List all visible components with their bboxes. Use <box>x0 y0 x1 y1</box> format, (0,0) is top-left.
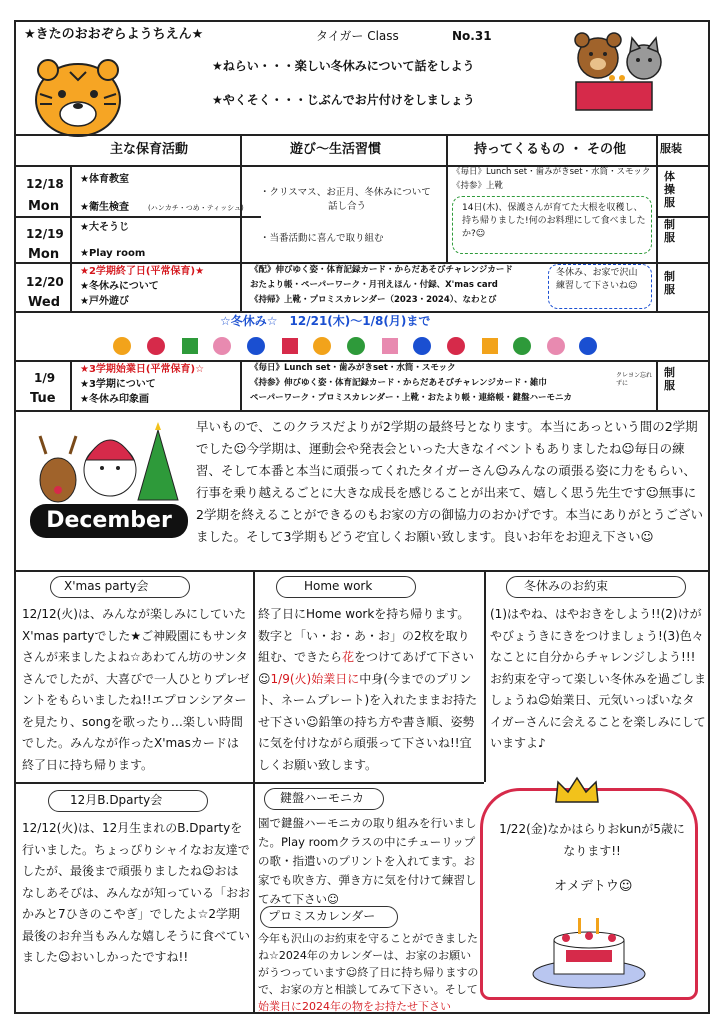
calendar-title: プロミスカレンダー <box>268 909 376 923</box>
row3-line: 《持帰》上靴・プロミスカレンダー（2023・2024）、なわとび <box>250 295 497 305</box>
clothes-value: 制服 <box>664 218 675 244</box>
crown-icon <box>552 776 602 806</box>
birthday-celebrate: オメデトウ☺ <box>554 879 633 894</box>
harvest-note: 14日(木)、保護さんが育てた大根を収穫し、持ち帰りました!何のお料理にして食べましたか?☺ <box>462 203 646 239</box>
row-day: Tue <box>30 391 56 406</box>
col-divider <box>656 360 658 410</box>
table-top-line <box>14 134 710 136</box>
row4-line: 《持参》伸びゆく姿・体育記録カード・からだあそびチャレンジカード・雑巾 <box>250 378 547 388</box>
flower-stamp: 花 <box>342 650 355 664</box>
header-activity: 主な保育活動 <box>110 142 189 157</box>
promise-text: (1)はやね、はやおきをしよう!!(2)けがやびょうきにきをつけましょう!(3)色々なことに自分からチャレンジしよう!!!お約束を守って楽しい冬休みを過ごしましょうね☺始業日、元気いっぱいなタイガーさんに会えることを楽しみにしていますよ♪ <box>490 607 707 750</box>
bring-line: 《毎日》Lunch set・歯みがきset・水筒・スモック <box>452 167 651 177</box>
row-divider <box>656 216 710 218</box>
promise-text: ★やくそく・・・じぶんでお片付けをしましょう <box>212 93 475 107</box>
decoration-row-icon <box>110 332 600 358</box>
birthday-text: 12/12(火)は、12月生まれのB.Dpartyを行いました。ちょっぴりシャイなお友達でしたが、最後まで頑張りましたね☺おはなしあそびは、みんなが知っている「おおかみと7ひきのこやぎ」でしたよ☆2学期最後のお弁当もみんな嬉しそうに食べていました☺おいしかったですね!! <box>22 821 251 964</box>
calendar-text-main: 今年も沢山のお約束を守ることができましたね☆2024年のカレンダーは、お家のお願いがうつっています☺終了日に持ち帰りますので、お家の方と相談してみて下さい。そして <box>258 932 479 996</box>
calendar-red-note: 始業日に2024年の物をお持たせ下さい <box>258 1000 451 1013</box>
col-divider <box>240 134 242 312</box>
play-line: ・クリスマス、お正月、冬休みについて <box>260 187 431 198</box>
row3-line: おたより帳・ペーパーワーク・月刊えほん・付録、X'mas card <box>250 280 498 290</box>
table-bottom-line <box>14 410 710 412</box>
bring-line: 《持参》上靴 <box>452 181 504 191</box>
crayon-note: クレヨン忘れずに <box>616 372 653 387</box>
clothes-value: 制服 <box>664 366 675 392</box>
play-line: ・当番活動に喜んで取り組む <box>260 233 384 244</box>
col-divider <box>446 134 448 262</box>
bear-and-cat-icon <box>564 28 674 114</box>
calendar-text <box>258 930 482 1015</box>
col-divider <box>656 134 658 312</box>
row-divider <box>14 311 710 313</box>
row-date: 12/19 <box>26 227 64 241</box>
xmas-title: X'mas party会 <box>64 579 149 593</box>
row-day: Mon <box>28 199 60 214</box>
row-date: 12/18 <box>26 177 64 191</box>
activity-item: ★冬休み印象画 <box>80 394 149 405</box>
activity-note: (ハンカチ・つめ・ティッシュ) <box>148 204 244 212</box>
clothes-value: 体操服 <box>664 170 675 209</box>
row-divider <box>14 216 261 218</box>
melodica-text: 園で鍵盤ハーモニカの取り組みを行いました。Play roomクラスの中にチューリップの歌・指遣いのプリントを入れてます。お家でも吹き方、弾き方に気を付けて練習してみて下さい☺ <box>258 816 477 906</box>
header-clothes: 服装 <box>660 142 682 155</box>
homework-text-1: 終了日にHome workを持ち帰ります。数字と「い・お・あ・お」の2枚を取り組む、できたら <box>258 607 470 664</box>
col-divider <box>70 360 72 410</box>
clothes-value: 制服 <box>664 270 675 296</box>
activity-item: ★3学期について <box>80 379 156 390</box>
birthday-cake-icon <box>526 912 652 992</box>
vacation-period: ☆冬休み☆ 12/21(木)～1/8(月)まで <box>220 314 431 328</box>
section-divider-v <box>253 570 255 1014</box>
col-divider <box>240 360 242 410</box>
xmas-text: 12/12(火)は、みんなが楽しみにしていたX'mas partyでした★ご神殿園にもサンタさんが来ましたよね☆あわてん坊のサンタさんでしたが、大喜びで一人ひとりプレゼントをもらいましたね!!エプロンシアターを見たり、songを歌ったり…楽しい時間でした。みんなが作ったX'masカードは終了日に持ち帰ります。 <box>22 607 250 772</box>
december-message: 早いもので、このクラスだよりが2学期の最終号となります。本当にあっという間の2学期でした☺今学期は、運動会や発表会といった大きなイベントもありましたね☺毎日の練習、そして本番と本当に頑張ってくれたタイガーさん☺みんなの頑張る姿に力をもらい、行事を乗り越えるごとに大きな成長を感じることが出来て、嬉しく思う先生です☺無事に2学期を終えることができるのもお家の方の御協力のおかげです。本当にありがとうございました。そして3学期もどうぞ宜しくお願い致します。良いお年をお迎え下さい☺ <box>196 419 703 544</box>
birthday-title: 12月B.Dparty会 <box>70 793 163 807</box>
row4-line: ペーパーワーク・プロミスカレンダー・上靴・おたより帳・連絡帳・鍵盤ハーモニカ <box>250 393 573 403</box>
homework-date: 1/9(火)始業日に <box>270 671 360 686</box>
aim-text: ★ねらい・・・楽しい冬休みについて話をしよう <box>212 59 475 73</box>
practice-note: 冬休み、お家で沢山練習して下さいね☺ <box>556 268 638 291</box>
row-date: 1/9 <box>34 371 56 385</box>
melodica-title: 鍵盤ハーモニカ <box>280 791 365 805</box>
activity-item: ★大そうじ <box>80 222 129 233</box>
homework-text <box>258 604 480 776</box>
section-divider <box>14 570 710 572</box>
homework-text-2: をつけてあげて下さい☺ <box>258 650 475 686</box>
activity-item: ★戸外遊び <box>80 296 129 307</box>
header-bring: 持ってくるもの ・ その他 <box>474 142 627 157</box>
row-day: Wed <box>28 295 60 310</box>
school-name: ★きたのおおぞらようちえん★ <box>24 27 204 42</box>
row-day: Mon <box>28 247 60 262</box>
birthday-card-text: 1/22(金)なかはらりおkunが5歳になります!! <box>499 822 685 858</box>
row-date: 12/20 <box>26 275 64 289</box>
row3-line: 《配》伸びゆく姿・体育記録カード・からだあそびチャレンジカード <box>250 265 513 275</box>
section-divider <box>14 782 484 784</box>
header-play: 遊び～生活習慣 <box>290 142 382 157</box>
row-divider <box>14 360 710 362</box>
col-divider <box>70 165 72 312</box>
play-line: 話し合う <box>328 201 367 212</box>
section-divider-v <box>484 570 486 782</box>
activity-item: ★体育教室 <box>80 174 129 185</box>
class-name: タイガー Class <box>316 29 399 43</box>
promise-title: 冬休みのお約束 <box>524 579 609 593</box>
activity-item: ★3学期始業日(平常保育)☆ <box>80 364 205 375</box>
homework-title: Home work <box>304 579 373 593</box>
activity-item: ★衛生検査 <box>80 202 129 213</box>
activity-item: ★Play room <box>80 248 146 259</box>
activity-item: ★冬休みについて <box>80 281 159 292</box>
activity-item: ★2学期終了日(平常保育)★ <box>80 266 205 277</box>
homework-text-3: 中身(今までのプリント、ネームプレート)を入れたままお持たせ下さい☺鉛筆の持ち方や書き順、姿勢に気を付けながら頑張って下さいね!!宜しくお願い致します。 <box>258 671 478 772</box>
issue-number: No.31 <box>452 29 492 43</box>
december-label: December <box>30 504 188 538</box>
tiger-face-icon <box>30 54 126 140</box>
row4-line: 《毎日》Lunch set・歯みがきset・水筒・スモック <box>250 363 456 373</box>
